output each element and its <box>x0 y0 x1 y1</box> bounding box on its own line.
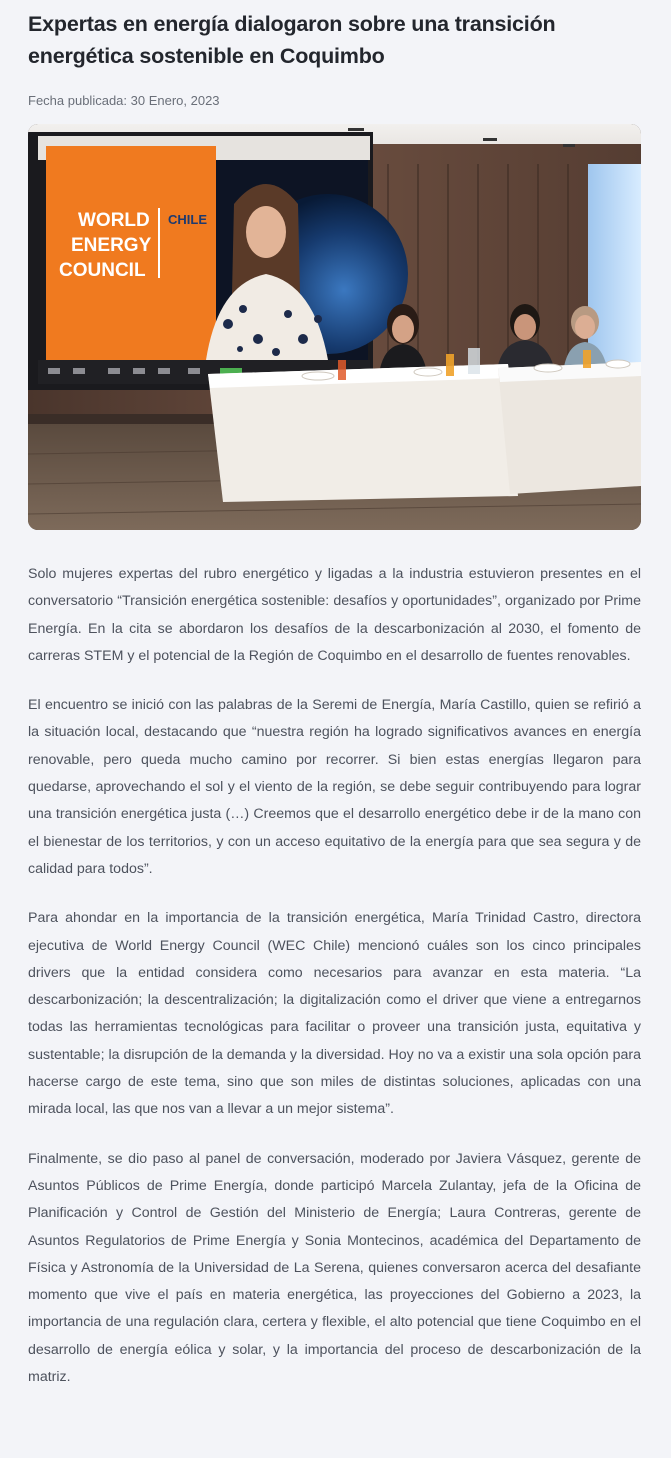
logo-word-3: COUNCIL <box>59 260 146 281</box>
article-title: Expertas en energía dialogaron sobre una transición energética sostenible en Coquimbo <box>28 12 556 68</box>
paragraph-1: Solo mujeres expertas del rubro energético y ligadas a la industria estuvieron presentes en el conversatorio “Transición energética sostenible: desafíos y oportunidades”, organizado por Prime Energía. En la cita se abordaron los desafíos de la descarbonización al 2030, el fomento de carreras STEM y el potencial de la Región de Coquimbo en el desarrollo de fuentes renovables. <box>28 566 641 664</box>
logo-word-1: WORLD <box>78 210 150 231</box>
article-photo <box>28 124 641 530</box>
event-photo-illustration <box>28 124 641 530</box>
paragraph-4: Finalmente, se dio paso al panel de conversación, moderado por Javiera Vásquez, gerente de Asuntos Públicos de Prime Energía, donde participó Marcela Zulantay, jefa de la Oficina de Planificación y Control de Gestión del Ministerio de Energía; Laura Contreras, gerente de Asuntos Regulatorios de Prime Energía y Sonia Montecinos, académica del Departamento de Física y Astronomía de la Universidad de La Serena, quienes conversaron acerca del desafiante momento que vive el país en materia energética, las proyecciones del Gobierno a 2023, la importancia de una regulación clara, certera y flexible, el alto potencial que tiene Coquimbo en el desarrollo de energía eólica y solar, y la importancia del proceso de descarbonización de la matriz. <box>28 1150 641 1386</box>
logo-country: CHILE <box>168 212 207 227</box>
paragraph-3: Para ahondar en la importancia de la transición energética, María Trinidad Castro, directora ejecutiva de World Energy Council (WEC Chile) mencionó cuáles son los cinco principales drivers que la entidad considera como necesarios para avanzar en esta materia. “La descarbonización; la descentralización; la digitalización como el driver que viene a entregarnos todas las herramientas tecnológicas para facilitar o proveer una transición justa, equitativa y sustentable; la disrupción de la demanda y la diversidad. Hoy no va a existir una sola opción para hacerse cargo de este tema, sino que son miles de distintas soluciones, aplicadas con una mirada local, las que nos van a llevar a un mejor sistema”. <box>28 910 641 1118</box>
paragraph-2: El encuentro se inició con las palabras de la Seremi de Energía, María Castillo, quien se refirió a la situación local, destacando que “nuestra región ha logrado significativos avances en energía renovable, pero queda mucho camino por recorrer. Si bien estas energías llegaron para quedarse, aprovechando el sol y el viento de la región, se debe seguir contribuyendo para lograr una transición energética justa (…) Creemos que el desarrollo energético debe ir de la mano con el bienestar de los territorios, y con un acceso equitativo de la energía para que sea segura y de calidad para todos”. <box>28 697 641 877</box>
publish-date: Fecha publicada: 30 Enero, 2023 <box>28 93 220 108</box>
article-body <box>28 561 641 1391</box>
logo-word-2: ENERGY <box>71 235 152 256</box>
